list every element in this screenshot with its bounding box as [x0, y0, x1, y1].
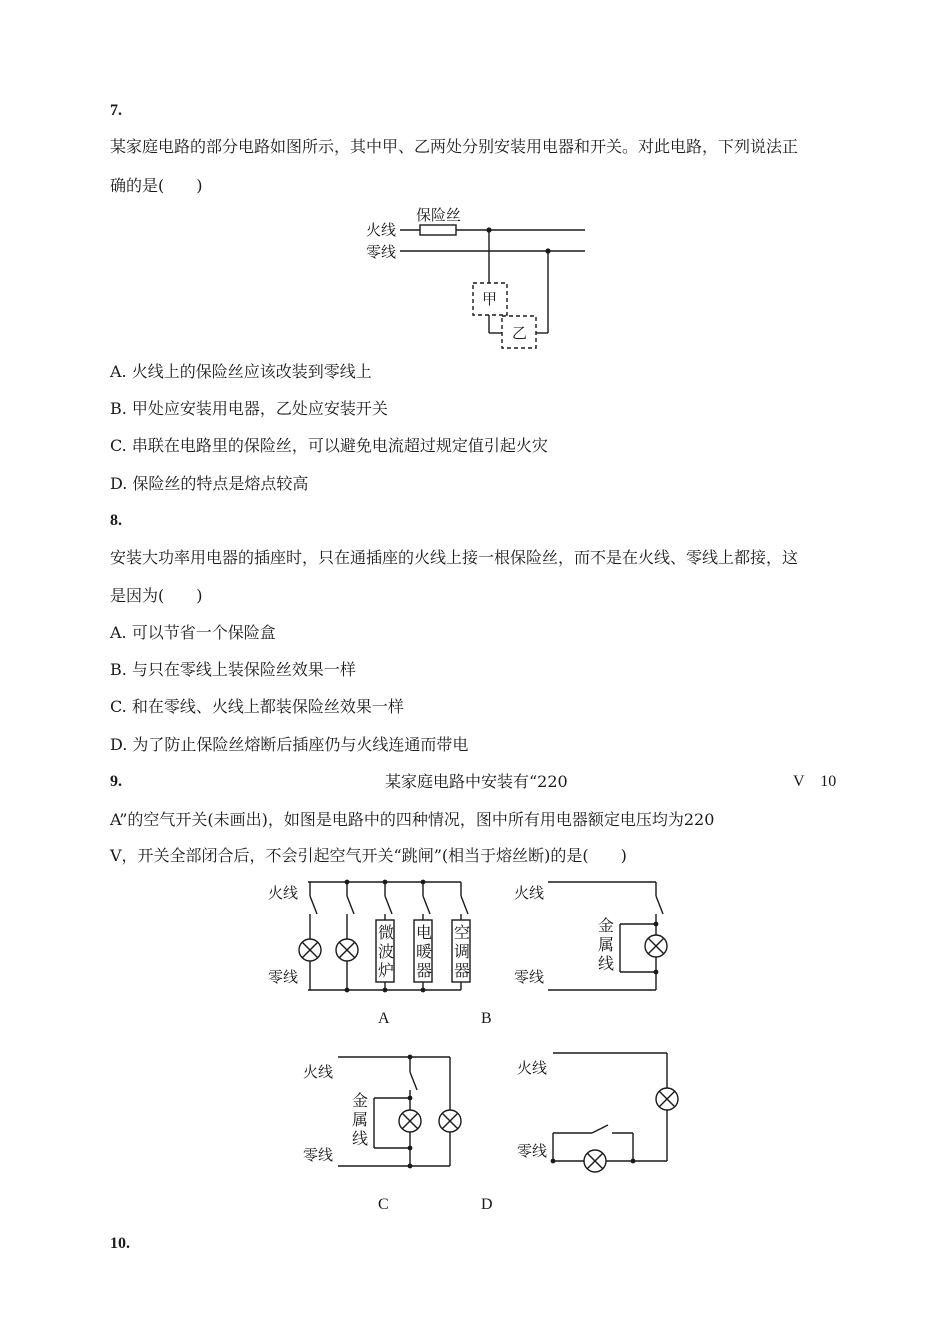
question-7-option-b: B. 甲处应安装用电器，乙处应安装开关 — [110, 399, 388, 418]
aircon-char-1: 空 — [454, 923, 471, 942]
circuit-c-neutral-label: 零线 — [303, 1146, 334, 1164]
question-7-option-a: A. 火线上的保险丝应该改装到零线上 — [110, 362, 372, 381]
circuit-d-live-label: 火线 — [517, 1059, 548, 1077]
q7-fuse-label: 保险丝 — [416, 206, 462, 224]
question-7-number: 7. — [110, 102, 122, 119]
question-9-stem: 某家庭电路中安装有“220 — [385, 772, 568, 791]
heater-char-2: 暖 — [416, 942, 433, 961]
circuit-b-metal-char-3: 线 — [598, 954, 615, 973]
question-9-stem-cont2: V，开关全部闭合后，不会引起空气开关“跳闸”(相当于熔丝断)的是( ) — [110, 846, 627, 865]
question-9-stem-rating: V 10 — [793, 773, 837, 790]
microwave-char-1: 微 — [378, 923, 395, 942]
circuit-c-metal-char-2: 属 — [352, 1110, 369, 1129]
question-8-option-a: A. 可以节省一个保险盒 — [110, 623, 276, 642]
question-10-number: 10. — [110, 1235, 130, 1252]
q7-jia-label: 甲 — [482, 290, 498, 308]
aircon-char-2: 调 — [454, 942, 471, 961]
question-8-option-b: B. 与只在零线上装保险丝效果一样 — [110, 660, 356, 679]
question-8-stem: 安装大功率用电器的插座时，只在通插座的火线上接一根保险丝，而不是在火线、零线上都接，这 — [110, 548, 799, 567]
circuit-b-live-label: 火线 — [514, 884, 545, 902]
microwave-char-3: 炉 — [378, 961, 395, 980]
aircon-char-3: 器 — [454, 961, 471, 980]
circuit-c-metal-char-1: 金 — [352, 1091, 369, 1110]
question-8-option-c: C. 和在零线、火线上都装保险丝效果一样 — [110, 697, 404, 716]
circuit-a-live-label: 火线 — [268, 884, 299, 902]
question-7-stem: 某家庭电路的部分电路如图所示，其中甲、乙两处分别安装用电器和开关。对此电路，下列说法正 — [110, 137, 799, 156]
question-8-stem-cont: 是因为( ) — [110, 586, 203, 605]
circuit-b-label: B — [481, 1010, 492, 1027]
question-8-number: 8. — [110, 512, 122, 529]
circuit-b-neutral-label: 零线 — [514, 968, 545, 986]
q7-neutral-wire-label: 零线 — [366, 243, 397, 261]
circuit-c-metal-char-3: 线 — [352, 1129, 369, 1148]
question-7-stem-cont: 确的是( ) — [110, 176, 203, 195]
heater-char-1: 电 — [416, 923, 433, 942]
question-8-option-d: D. 为了防止保险丝熔断后插座仍与火线连通而带电 — [110, 735, 469, 754]
question-7-option-d: D. 保险丝的特点是熔点较高 — [110, 474, 309, 493]
circuit-d-label: D — [481, 1196, 493, 1213]
question-9-number: 9. — [110, 773, 122, 790]
circuit-b-metal-char-1: 金 — [598, 916, 615, 935]
circuit-b-metal-char-2: 属 — [598, 935, 615, 954]
question-7-option-c: C. 串联在电路里的保险丝，可以避免电流超过规定值引起火灾 — [110, 436, 548, 455]
circuit-a-label: A — [378, 1010, 390, 1027]
microwave-char-2: 波 — [378, 942, 395, 961]
question-9-stem-cont: A”的空气开关(未画出)，如图是电路中的四种情况，图中所有用电器额定电压均为220 — [110, 810, 715, 829]
circuit-d-neutral-label: 零线 — [517, 1142, 548, 1160]
circuit-c-label: C — [378, 1196, 389, 1213]
heater-char-3: 器 — [416, 961, 433, 980]
q7-live-wire-label: 火线 — [366, 221, 397, 239]
circuit-c-live-label: 火线 — [303, 1063, 334, 1081]
q7-yi-label: 乙 — [512, 324, 528, 342]
circuit-a-neutral-label: 零线 — [268, 968, 299, 986]
